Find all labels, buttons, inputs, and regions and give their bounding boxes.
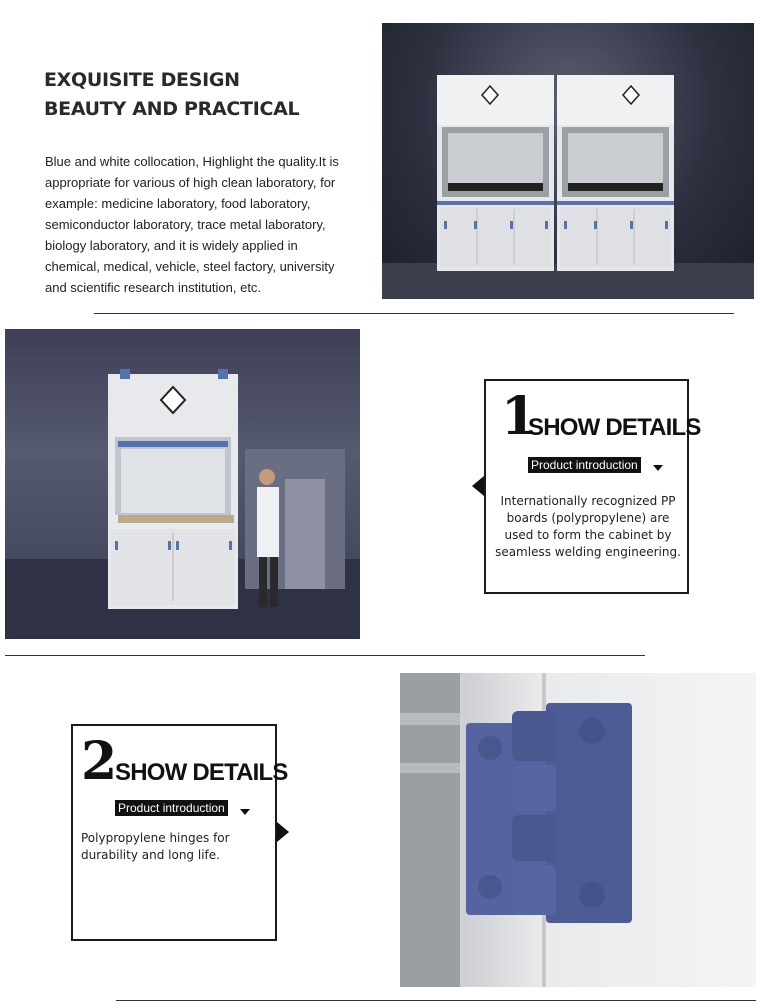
headline-line-1: EXQUISITE DESIGN: [44, 69, 240, 91]
fume-hood-pair-illustration: [382, 23, 754, 299]
headline-line-2: BEAUTY AND PRACTICAL: [44, 98, 300, 120]
fume-hood-left: [437, 75, 554, 271]
pointer-arrow-left: [472, 476, 484, 496]
detail-box-1: [484, 379, 701, 594]
fume-hood-lab-photo: [5, 329, 360, 639]
detail-text-2: Polypropylene hinges for durability and long life.: [81, 831, 230, 862]
detail-box-2: [71, 724, 288, 941]
fume-hood-right: [557, 75, 674, 271]
detail-text-1: Internationally recognized PP boards (polypropylene) are used to form the cabinet by seamless welding engineering.: [495, 494, 681, 559]
fume-hood-pair-photo: [382, 23, 754, 299]
pointer-arrow-right: [277, 822, 289, 842]
description-paragraph: Blue and white collocation, Highlight the quality.It is appropriate for various of high clean laboratory, for example: medicine laboratory, food laboratory, semiconductor laboratory, trace metal laboratory, biology laboratory, and it is widely applied in chemical, medical, vehicle, steel factory, university and scientific research institution, etc.: [45, 154, 339, 295]
divider-1: [94, 313, 734, 314]
detail-number-1: 1: [501, 386, 538, 447]
detail-title-2: SHOW DETAILS: [115, 759, 288, 786]
divider-2: [5, 655, 645, 656]
hinge-illustration: [400, 673, 756, 987]
product-introduction-tag-2: Product introduction: [115, 800, 228, 816]
fume-hood-single: [108, 369, 238, 609]
hinge: [466, 703, 632, 923]
section-headline: [44, 66, 364, 124]
tag-arrow-down-icon: [240, 809, 250, 815]
fume-hood-lab-illustration: [5, 329, 360, 639]
detail-number-2: 2: [81, 731, 118, 792]
product-introduction-tag-1: Product introduction: [528, 457, 641, 473]
tag-arrow-down-icon: [653, 465, 663, 471]
hinge-closeup-photo: [400, 673, 756, 987]
divider-3: [116, 1000, 756, 1001]
detail-title-1: SHOW DETAILS: [528, 414, 701, 441]
